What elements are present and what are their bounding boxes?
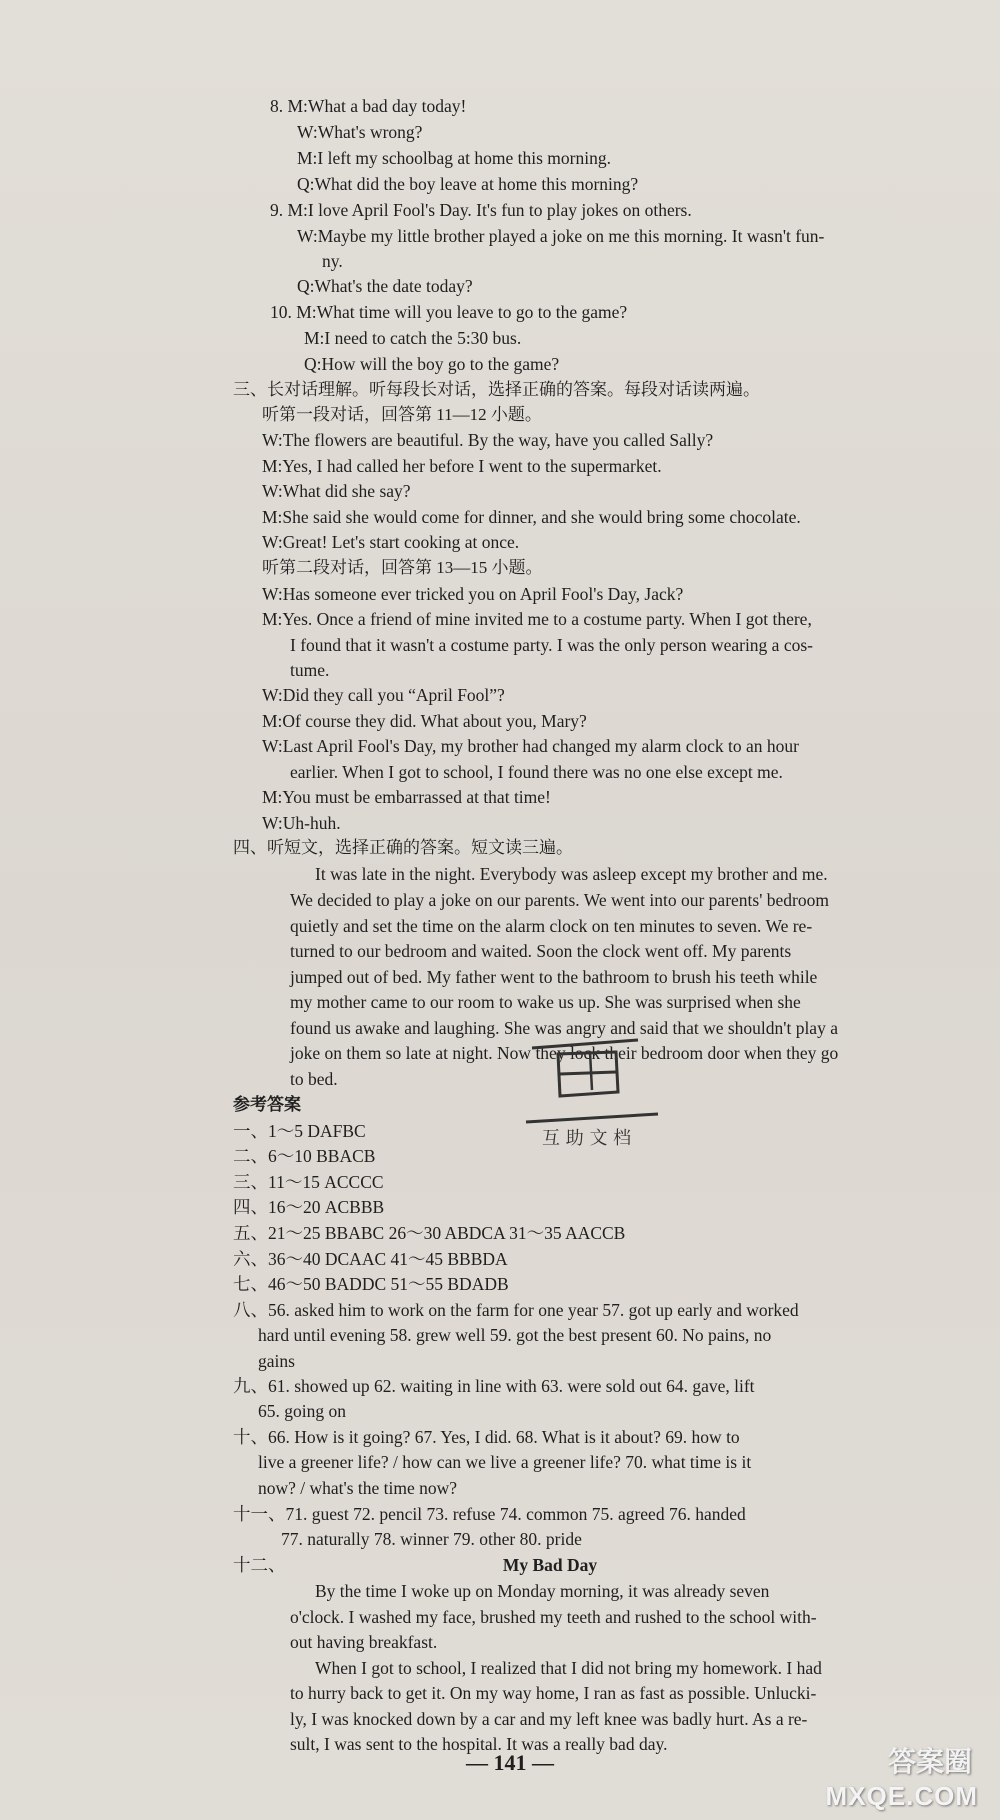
text-line: my mother came to our room to wake us up. She was surprised when she [290, 991, 801, 1012]
text-line: M:I left my schoolbag at home this morning. [297, 148, 611, 169]
text-line: W:What did she say? [262, 481, 411, 502]
text-line: W:Great! Let's start cooking at once. [262, 532, 520, 553]
text-line: 六、36～40 DCAAC 41～45 BBBDA [233, 1248, 508, 1269]
text-line: It was late in the night. Everybody was asleep except my brother and me. [315, 864, 828, 885]
text-line: 听第一段对话，回答第 11—12 小题。 [262, 405, 542, 425]
text-line: sult, I was sent to the hospital. It was a really bad day. [290, 1734, 668, 1754]
text-line: 9. M:I love April Fool's Day. It's fun to play jokes on others. [270, 200, 692, 221]
svg-text:互 助 文 档: 互 助 文 档 [542, 1128, 632, 1149]
text-line: 五、21～25 BBABC 26～30 ABDCA 31～35 AACCB [233, 1223, 626, 1244]
text-line: found us awake and laughing. She was angry and said that we shouldn't play a [290, 1017, 838, 1038]
text-line: earlier. When I got to school, I found there was no one else except me. [290, 762, 783, 783]
text-line: W:What's wrong? [297, 122, 423, 143]
text-line: 二、6～10 BBACB [233, 1146, 376, 1167]
text-line: 十、66. How is it going? 67. Yes, I did. 68. What is it about? 69. how to [233, 1427, 740, 1448]
text-line: 十二、 [233, 1555, 286, 1576]
text-line: 八、56. asked him to work on the farm for one year 57. got up early and worked [233, 1299, 799, 1320]
text-line: 七、46～50 BADDC 51～55 BDADB [233, 1273, 509, 1294]
watermark-url: MXQE.COM [825, 1781, 978, 1811]
text-line: We decided to play a joke on our parents. We went into our parents' bedroom [290, 889, 829, 910]
text-line: Q:How will the boy go to the game? [304, 353, 560, 374]
text-line: W:Did they call you “April Fool”? [262, 684, 505, 705]
text-line: 听第二段对话，回答第 13—15 小题。 [262, 557, 543, 577]
text-line: M:I need to catch the 5:30 bus. [304, 327, 522, 348]
text-line: 8. M:What a bad day today! [270, 96, 467, 117]
text-line: W:Last April Fool's Day, my brother had changed my alarm clock to an hour [262, 736, 799, 757]
text-line: now? / what's the time now? [258, 1478, 458, 1499]
text-line: W:Uh-huh. [262, 813, 341, 834]
text-line: jumped out of bed. My father went to the bathroom to brush his teeth while [290, 966, 818, 987]
text-line: W:Has someone ever tricked you on April Fool's Day, Jack? [262, 583, 684, 604]
text-line: W:Maybe my little brother played a joke on me this morning. It wasn't fun- [297, 226, 825, 247]
text-line: to hurry back to get it. On my way home, I ran as fast as possible. Unlucki- [290, 1682, 817, 1703]
text-line: M:Of course they did. What about you, Mary? [262, 711, 587, 731]
text-line: 九、61. showed up 62. waiting in line with 63. were sold out 64. gave, lift [233, 1375, 755, 1396]
text-line: tume. [290, 659, 330, 680]
text-line: 三、长对话理解。听每段长对话，选择正确的答案。每段对话读两遍。 [233, 379, 760, 399]
text-line: 四、16～20 ACBBB [233, 1197, 385, 1218]
text-line: M:She said she would come for dinner, and she would bring some chocolate. [262, 507, 801, 528]
text-line: 77. naturally 78. winner 79. other 80. pride [281, 1529, 582, 1550]
text-line: By the time I woke up on Monday morning, it was already seven [315, 1580, 770, 1601]
text-line: 三、11～15 ACCCC [233, 1172, 384, 1193]
essay-title: My Bad Day [502, 1555, 598, 1576]
text-line: 参考答案 [233, 1095, 301, 1115]
text-line: ly, I was knocked down by a car and my left knee was badly hurt. As a re- [290, 1708, 808, 1729]
watermark-logo: 答案圈 [887, 1746, 972, 1777]
text-line: 10. M:What time will you leave to go to the game? [270, 301, 628, 322]
page-number: — 141 — [466, 1750, 554, 1775]
text-line: ny. [322, 250, 343, 271]
text-line: 十一、71. guest 72. pencil 73. refuse 74. common 75. agreed 76. handed [233, 1504, 746, 1525]
text-line: o'clock. I washed my face, brushed my teeth and rushed to the school with- [290, 1606, 817, 1627]
text-line: 一、1～5 DAFBC [233, 1121, 366, 1142]
text-line: Q:What did the boy leave at home this morning? [297, 174, 639, 195]
text-line: M:Yes, I had called her before I went to the supermarket. [262, 456, 662, 477]
text-line: Q:What's the date today? [297, 275, 473, 296]
text-line: out having breakfast. [290, 1631, 438, 1652]
text-line: live a greener life? / how can we live a greener life? 70. what time is it [258, 1452, 752, 1473]
text-line: to bed. [290, 1069, 338, 1090]
text-line: 65. going on [258, 1401, 346, 1422]
text-line: M:You must be embarrassed at that time! [262, 787, 551, 808]
handwritten-stamp-icon [520, 1030, 670, 1150]
text-line: gains [258, 1350, 295, 1371]
text-line: 四、听短文，选择正确的答案。短文读三遍。 [233, 838, 573, 858]
text-line: W:The flowers are beautiful. By the way, have you called Sally? [262, 430, 714, 451]
text-line: When I got to school, I realized that I did not bring my homework. I had [315, 1657, 822, 1678]
text-line: turned to our bedroom and waited. Soon the clock went off. My parents [290, 940, 792, 961]
text-line: joke on them so late at night. Now they lock their bedroom door when they go [290, 1043, 839, 1064]
text-line: quietly and set the time on the alarm clock on ten minutes to seven. We re- [290, 915, 813, 936]
text-line: I found that it wasn't a costume party. I was the only person wearing a cos- [290, 634, 813, 655]
text-line: M:Yes. Once a friend of mine invited me to a costume party. When I got there, [262, 608, 812, 629]
text-line: hard until evening 58. grew well 59. got the best present 60. No pains, no [258, 1324, 772, 1345]
